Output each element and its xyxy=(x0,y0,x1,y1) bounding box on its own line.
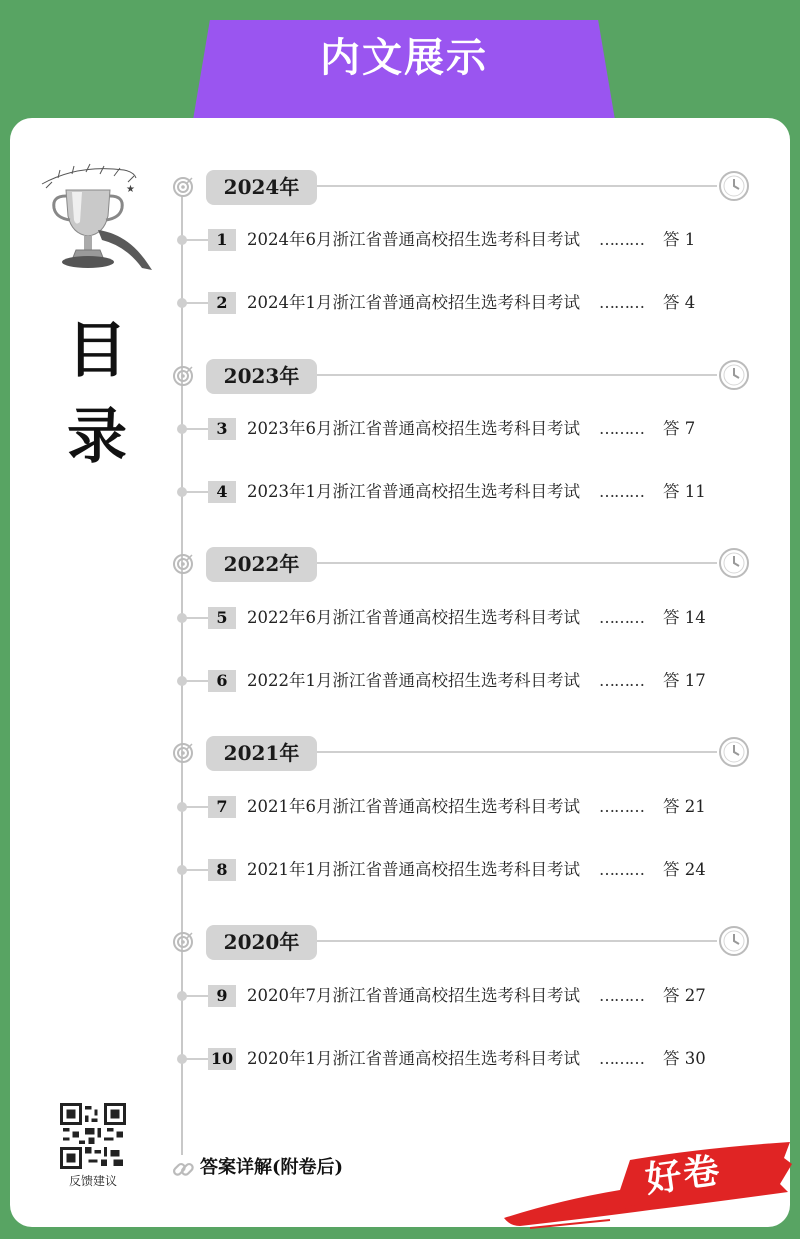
connector xyxy=(185,680,209,682)
connector xyxy=(185,995,209,997)
year-header xyxy=(170,545,760,585)
clock-icon xyxy=(718,925,750,957)
link-icon xyxy=(170,1156,196,1182)
year-header xyxy=(170,357,760,397)
target-icon xyxy=(172,931,194,953)
toc-entry[interactable] xyxy=(177,414,737,444)
toc-entry[interactable] xyxy=(177,981,737,1011)
leader-dots: ……… xyxy=(599,293,644,312)
entry-title: 2021年1月浙江省普通高校招生选考科目考试 xyxy=(247,860,580,879)
entry-number: 4 xyxy=(208,481,236,503)
clock-icon xyxy=(718,736,750,768)
target-icon xyxy=(172,365,194,387)
connector xyxy=(185,302,209,304)
trophy-icon xyxy=(38,160,158,280)
divider xyxy=(317,562,717,564)
svg-text:★: ★ xyxy=(126,184,135,195)
entry-title: 2024年6月浙江省普通高校招生选考科目考试 xyxy=(247,230,580,249)
leader-dots: ……… xyxy=(599,482,644,501)
year-header xyxy=(170,923,760,963)
year-label: 2024年 xyxy=(206,170,317,205)
leader-dots: ……… xyxy=(599,671,644,690)
stamp-label: 好卷 xyxy=(642,1149,724,1202)
clock-icon xyxy=(718,547,750,579)
entry-page: 答 14 xyxy=(663,608,706,627)
entry-title: 2021年6月浙江省普通高校招生选考科目考试 xyxy=(247,797,580,816)
toc-entry[interactable] xyxy=(177,288,737,318)
connector xyxy=(185,491,209,493)
entry-title: 2020年7月浙江省普通高校招生选考科目考试 xyxy=(247,986,580,1005)
page-title: 内文展示 xyxy=(320,35,488,81)
connector xyxy=(185,617,209,619)
entry-title: 2024年1月浙江省普通高校招生选考科目考试 xyxy=(247,293,580,312)
leader-dots: ……… xyxy=(599,230,644,249)
toc-entry[interactable] xyxy=(177,792,737,822)
entry-page: 答 24 xyxy=(663,860,706,879)
target-icon xyxy=(172,742,194,764)
divider xyxy=(317,751,717,753)
answers-label: 答案详解(附卷后) xyxy=(200,1157,344,1178)
entry-number: 10 xyxy=(208,1048,236,1070)
entry-page: 答 27 xyxy=(663,986,706,1005)
entry-number: 7 xyxy=(208,796,236,818)
entry-page: 答 1 xyxy=(663,230,696,249)
entry-page: 答 4 xyxy=(663,293,696,312)
leader-dots: ……… xyxy=(599,608,644,627)
qr-label: 反馈建议 xyxy=(68,1174,117,1188)
toc-title xyxy=(62,308,132,480)
leader-dots: ……… xyxy=(599,419,644,438)
connector xyxy=(185,239,209,241)
leader-dots: ……… xyxy=(599,860,644,879)
entry-page: 答 11 xyxy=(663,482,706,501)
year-header xyxy=(170,734,760,774)
connector xyxy=(185,428,209,430)
entry-title: 2022年6月浙江省普通高校招生选考科目考试 xyxy=(247,608,580,627)
entry-number: 5 xyxy=(208,607,236,629)
leader-dots: ……… xyxy=(599,797,644,816)
toc-entry[interactable] xyxy=(177,666,737,696)
target-icon xyxy=(172,176,194,198)
entry-title: 2022年1月浙江省普通高校招生选考科目考试 xyxy=(247,671,580,690)
toc-entry[interactable] xyxy=(177,1044,737,1074)
target-icon xyxy=(172,553,194,575)
clock-icon xyxy=(718,170,750,202)
toc-title-char-2: 录 xyxy=(67,402,127,472)
entry-title: 2023年6月浙江省普通高校招生选考科目考试 xyxy=(247,419,580,438)
qr-code[interactable] xyxy=(60,1103,126,1169)
year-label: 2020年 xyxy=(206,925,317,960)
entry-number: 2 xyxy=(208,292,236,314)
divider xyxy=(317,940,717,942)
entry-number: 9 xyxy=(208,985,236,1007)
connector xyxy=(185,869,209,871)
entry-number: 3 xyxy=(208,418,236,440)
divider xyxy=(317,374,717,376)
divider xyxy=(317,185,717,187)
entry-title: 2023年1月浙江省普通高校招生选考科目考试 xyxy=(247,482,580,501)
year-label: 2023年 xyxy=(206,359,317,394)
toc-title-char-1: 目 xyxy=(67,316,127,386)
toc-entry[interactable] xyxy=(177,603,737,633)
toc-entry[interactable] xyxy=(177,225,737,255)
leader-dots: ……… xyxy=(599,986,644,1005)
connector xyxy=(185,1058,209,1060)
entry-page: 答 7 xyxy=(663,419,696,438)
entry-number: 6 xyxy=(208,670,236,692)
entry-page: 答 30 xyxy=(663,1049,706,1068)
connector xyxy=(185,806,209,808)
entry-page: 答 21 xyxy=(663,797,706,816)
entry-page: 答 17 xyxy=(663,671,706,690)
toc-entry[interactable] xyxy=(177,855,737,885)
entry-number: 1 xyxy=(208,229,236,251)
leader-dots: ……… xyxy=(599,1049,644,1068)
toc-entry[interactable] xyxy=(177,477,737,507)
year-label: 2021年 xyxy=(206,736,317,771)
entry-title: 2020年1月浙江省普通高校招生选考科目考试 xyxy=(247,1049,580,1068)
year-label: 2022年 xyxy=(206,547,317,582)
year-header xyxy=(170,168,760,208)
entry-number: 8 xyxy=(208,859,236,881)
clock-icon xyxy=(718,359,750,391)
